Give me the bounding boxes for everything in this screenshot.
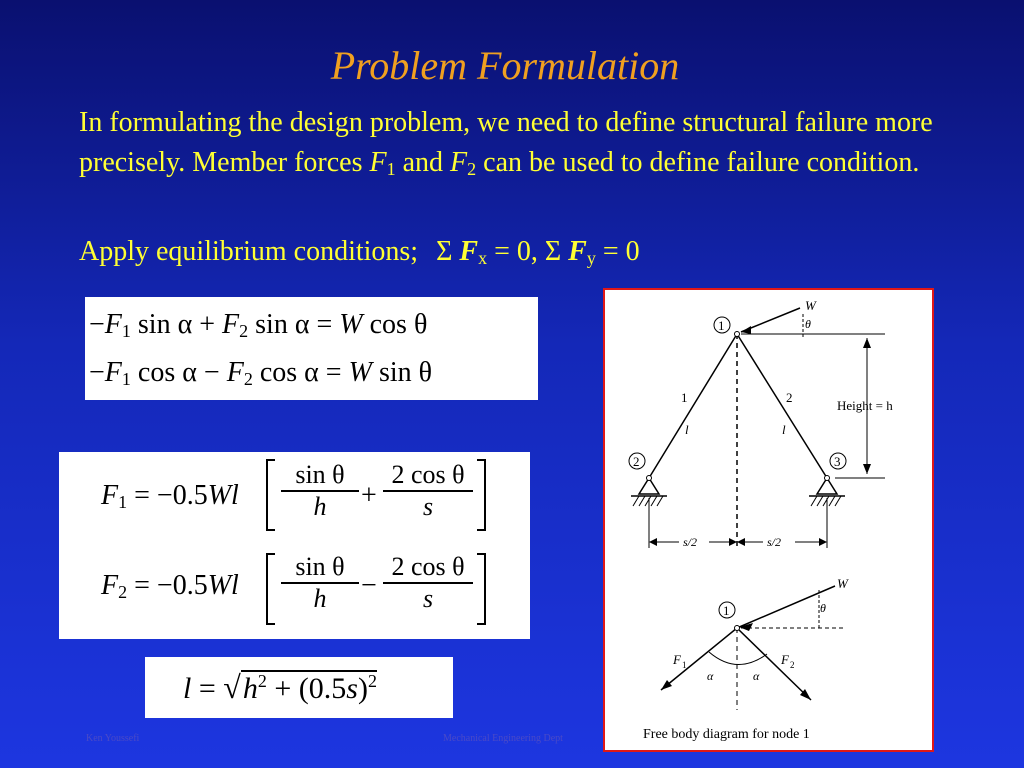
sub-1: 1 <box>118 492 128 512</box>
fbd-f1-label: F <box>673 652 681 667</box>
footer-author: Ken Youssefi <box>86 733 140 744</box>
f1-lhs <box>101 480 239 512</box>
eq-term: cos θ <box>362 309 428 340</box>
alpha-left: α <box>707 669 714 683</box>
sub-2: 2 <box>239 321 249 341</box>
eq-term: sin α = <box>248 309 340 340</box>
eq-term: sin α + <box>130 309 223 340</box>
close-paren: ) <box>357 672 368 705</box>
para-text-1: In formulating the design problem, we need to define structural failure more precisely. Member forces <box>79 107 933 178</box>
slide-title: Problem Formulation <box>330 43 680 88</box>
sub-2: 2 <box>467 159 477 179</box>
denominator: s <box>422 584 434 613</box>
coefficient: = −0.5 <box>134 570 208 601</box>
var-w: W <box>348 357 372 388</box>
fbd-theta-label: θ <box>820 601 826 615</box>
denominator: h <box>313 584 327 613</box>
fraction-cos-s-1 <box>383 460 473 522</box>
fbd-node-1-label: 1 <box>723 603 730 618</box>
minus: − <box>89 357 105 388</box>
numerator: 2 cos θ <box>391 552 465 581</box>
member-2-line <box>737 334 827 478</box>
numerator: 2 cos θ <box>391 460 465 489</box>
right-bracket-2 <box>471 552 493 626</box>
fbd-f1-sub: 1 <box>682 660 687 670</box>
sub-y: y <box>586 248 596 268</box>
equation-line-2 <box>89 357 432 389</box>
theta-label: θ <box>805 317 811 331</box>
fbd-f2-label: F <box>781 652 789 667</box>
load-w-label: W <box>805 298 816 313</box>
fbd-f2-line <box>737 628 811 700</box>
var-f: F <box>101 570 119 601</box>
var-l: l <box>183 672 192 705</box>
eq-term: cos α = <box>252 357 349 388</box>
var-f: F <box>101 480 119 511</box>
minus: − <box>89 309 105 340</box>
plus-sign: + <box>361 480 377 511</box>
node-3-label: 3 <box>834 454 841 469</box>
var-w: W <box>339 309 363 340</box>
numerator: sin θ <box>295 460 345 489</box>
apply-equilibrium-line <box>79 236 640 268</box>
arrow-w <box>741 326 751 334</box>
member-2-label: 2 <box>786 390 793 405</box>
truss-diagram-panel <box>603 288 934 752</box>
var-wl: Wl <box>207 480 239 511</box>
fraction-sin-h-2 <box>281 552 359 614</box>
fraction-cos-s-2 <box>383 552 473 614</box>
coefficient: = −0.5 <box>134 480 208 511</box>
var-f: F <box>104 357 122 388</box>
eq-term: sin θ <box>371 357 433 388</box>
sqrt-icon: √ <box>223 669 241 705</box>
term: + (0.5 <box>266 672 347 705</box>
var-f: F <box>568 236 587 267</box>
sigma-symbol: Σ <box>436 236 453 267</box>
intro-paragraph <box>79 103 959 183</box>
member-1-length: l <box>685 422 689 437</box>
sub-1: 1 <box>121 369 131 389</box>
equals: = <box>191 672 224 705</box>
var-f: F <box>226 357 244 388</box>
fbd-caption: Free body diagram for node 1 <box>643 727 810 742</box>
equilibrium-equations-box <box>85 297 538 400</box>
var-f: F <box>369 147 387 178</box>
radicand <box>241 670 377 705</box>
sub-1: 1 <box>121 321 131 341</box>
eq-y: = 0 <box>595 236 640 267</box>
numerator: sin θ <box>295 552 345 581</box>
var-s: s <box>346 672 358 705</box>
minus-sign: − <box>361 570 377 601</box>
footer-department: Mechanical Engineering Dept <box>443 733 563 744</box>
right-bracket-1 <box>471 458 493 532</box>
length-equation <box>183 669 377 706</box>
exponent: 2 <box>367 671 377 691</box>
fbd-w-label: W <box>837 576 848 591</box>
sigma-symbol: Σ <box>544 236 562 267</box>
fraction-sin-h-1 <box>281 460 359 522</box>
var-f: F <box>222 309 240 340</box>
member-force-equations-box <box>59 452 530 639</box>
var-wl: Wl <box>207 570 239 601</box>
truss-diagram <box>605 290 932 750</box>
f2-lhs <box>101 570 239 602</box>
denominator: s <box>422 492 434 521</box>
s-half-left: s/2 <box>683 535 698 549</box>
var-f: F <box>104 309 122 340</box>
sub-x: x <box>478 248 488 268</box>
sub-2: 2 <box>118 582 128 602</box>
denominator: h <box>313 492 327 521</box>
node-1-label: 1 <box>718 318 725 333</box>
equation-line-1 <box>89 309 427 341</box>
var-h: h <box>242 672 258 705</box>
eq-term: cos α − <box>130 357 227 388</box>
member-1-line <box>649 334 737 478</box>
exponent: 2 <box>257 671 267 691</box>
var-f: F <box>450 147 468 178</box>
member-2-length: l <box>782 422 786 437</box>
para-text-2: can be used to define failure condition. <box>476 147 920 178</box>
fbd-f2-sub: 2 <box>790 660 795 670</box>
apply-label: Apply equilibrium conditions; <box>79 236 419 267</box>
para-and: and <box>395 147 451 178</box>
node-2-label: 2 <box>633 454 640 469</box>
s-half-right: s/2 <box>767 535 782 549</box>
var-f: F <box>459 236 479 267</box>
height-label: Height = h <box>837 398 893 413</box>
sub-2: 2 <box>243 369 253 389</box>
alpha-right: α <box>753 669 760 683</box>
sub-1: 1 <box>386 159 396 179</box>
member-1-label: 1 <box>681 390 688 405</box>
length-equation-box <box>145 657 453 718</box>
eq-x: = 0, <box>487 236 545 267</box>
